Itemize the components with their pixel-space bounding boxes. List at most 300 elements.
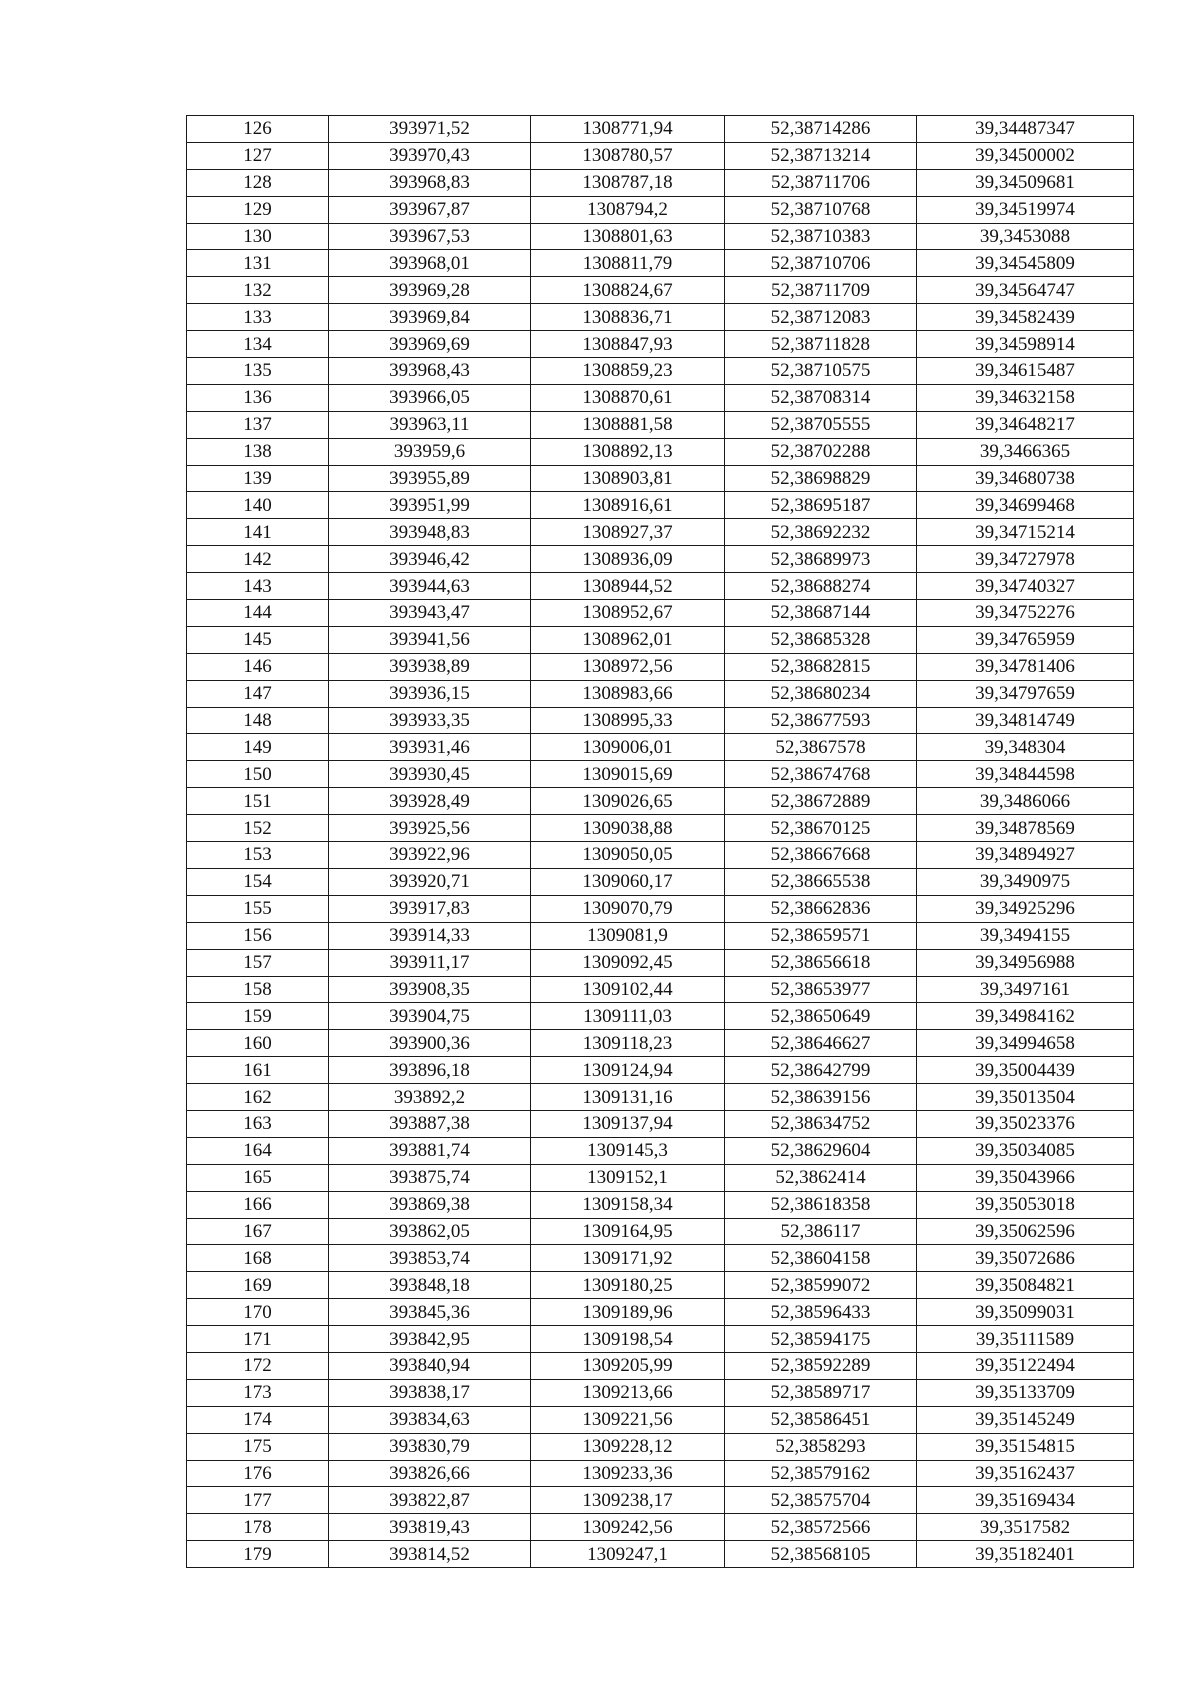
longitude-cell: 39,35004439	[917, 1057, 1134, 1084]
table-row	[187, 384, 1134, 411]
point-number-cell: 177	[187, 1487, 329, 1514]
x-coordinate-cell: 393862,05	[329, 1218, 531, 1245]
point-number-cell: 163	[187, 1110, 329, 1137]
y-coordinate-cell: 1308927,37	[531, 519, 725, 546]
point-number-cell: 127	[187, 142, 329, 169]
y-coordinate-cell: 1309205,99	[531, 1352, 725, 1379]
table-row	[187, 250, 1134, 277]
y-coordinate-cell: 1309198,54	[531, 1326, 725, 1353]
y-coordinate-cell: 1309118,23	[531, 1030, 725, 1057]
latitude-cell: 52,38634752	[725, 1110, 917, 1137]
latitude-cell: 52,38708314	[725, 384, 917, 411]
longitude-cell: 39,35072686	[917, 1245, 1134, 1272]
x-coordinate-cell: 393969,28	[329, 277, 531, 304]
table-row	[187, 331, 1134, 358]
y-coordinate-cell: 1309015,69	[531, 761, 725, 788]
y-coordinate-cell: 1308870,61	[531, 384, 725, 411]
point-number-cell: 144	[187, 600, 329, 627]
y-coordinate-cell: 1308836,71	[531, 304, 725, 331]
y-coordinate-cell: 1309092,45	[531, 949, 725, 976]
point-number-cell: 154	[187, 868, 329, 895]
longitude-cell: 39,35034085	[917, 1137, 1134, 1164]
longitude-cell: 39,34765959	[917, 626, 1134, 653]
point-number-cell: 128	[187, 169, 329, 196]
latitude-cell: 52,38662836	[725, 895, 917, 922]
x-coordinate-cell: 393838,17	[329, 1379, 531, 1406]
longitude-cell: 39,34545809	[917, 250, 1134, 277]
latitude-cell: 52,38710706	[725, 250, 917, 277]
x-coordinate-cell: 393936,15	[329, 680, 531, 707]
point-number-cell: 126	[187, 116, 329, 143]
x-coordinate-cell: 393959,6	[329, 438, 531, 465]
y-coordinate-cell: 1308771,94	[531, 116, 725, 143]
y-coordinate-cell: 1308881,58	[531, 411, 725, 438]
latitude-cell: 52,38568105	[725, 1541, 917, 1568]
x-coordinate-cell: 393911,17	[329, 949, 531, 976]
y-coordinate-cell: 1309038,88	[531, 815, 725, 842]
table-row	[187, 1245, 1134, 1272]
latitude-cell: 52,38667668	[725, 842, 917, 869]
latitude-cell: 52,38674768	[725, 761, 917, 788]
longitude-cell: 39,34487347	[917, 116, 1134, 143]
latitude-cell: 52,38599072	[725, 1272, 917, 1299]
y-coordinate-cell: 1309180,25	[531, 1272, 725, 1299]
y-coordinate-cell: 1308787,18	[531, 169, 725, 196]
y-coordinate-cell: 1308794,2	[531, 196, 725, 223]
longitude-cell: 39,34715214	[917, 519, 1134, 546]
table-row	[187, 1326, 1134, 1353]
longitude-cell: 39,3486066	[917, 788, 1134, 815]
point-number-cell: 161	[187, 1057, 329, 1084]
table-row	[187, 1514, 1134, 1541]
x-coordinate-cell: 393834,63	[329, 1406, 531, 1433]
longitude-cell: 39,34878569	[917, 815, 1134, 842]
longitude-cell: 39,34648217	[917, 411, 1134, 438]
longitude-cell: 39,35062596	[917, 1218, 1134, 1245]
y-coordinate-cell: 1309158,34	[531, 1191, 725, 1218]
latitude-cell: 52,38711709	[725, 277, 917, 304]
table-row	[187, 169, 1134, 196]
point-number-cell: 176	[187, 1460, 329, 1487]
y-coordinate-cell: 1308801,63	[531, 223, 725, 250]
y-coordinate-cell: 1309081,9	[531, 922, 725, 949]
y-coordinate-cell: 1308936,09	[531, 546, 725, 573]
x-coordinate-cell: 393914,33	[329, 922, 531, 949]
latitude-cell: 52,38680234	[725, 680, 917, 707]
longitude-cell: 39,35154815	[917, 1433, 1134, 1460]
x-coordinate-cell: 393969,84	[329, 304, 531, 331]
table-row	[187, 1003, 1134, 1030]
longitude-cell: 39,3517582	[917, 1514, 1134, 1541]
y-coordinate-cell: 1309213,66	[531, 1379, 725, 1406]
table-row	[187, 304, 1134, 331]
latitude-cell: 52,38705555	[725, 411, 917, 438]
table-row	[187, 734, 1134, 761]
point-number-cell: 171	[187, 1326, 329, 1353]
point-number-cell: 168	[187, 1245, 329, 1272]
latitude-cell: 52,38592289	[725, 1352, 917, 1379]
y-coordinate-cell: 1309131,16	[531, 1084, 725, 1111]
y-coordinate-cell: 1309111,03	[531, 1003, 725, 1030]
point-number-cell: 139	[187, 465, 329, 492]
longitude-cell: 39,34797659	[917, 680, 1134, 707]
x-coordinate-cell: 393875,74	[329, 1164, 531, 1191]
point-number-cell: 166	[187, 1191, 329, 1218]
latitude-cell: 52,38688274	[725, 573, 917, 600]
table-row	[187, 1487, 1134, 1514]
table-row	[187, 1218, 1134, 1245]
y-coordinate-cell: 1309050,05	[531, 842, 725, 869]
point-number-cell: 138	[187, 438, 329, 465]
latitude-cell: 52,38698829	[725, 465, 917, 492]
table-row	[187, 411, 1134, 438]
y-coordinate-cell: 1308995,33	[531, 707, 725, 734]
x-coordinate-cell: 393941,56	[329, 626, 531, 653]
y-coordinate-cell: 1308859,23	[531, 358, 725, 385]
latitude-cell: 52,38689973	[725, 546, 917, 573]
x-coordinate-cell: 393944,63	[329, 573, 531, 600]
latitude-cell: 52,38710383	[725, 223, 917, 250]
longitude-cell: 39,35182401	[917, 1541, 1134, 1568]
point-number-cell: 162	[187, 1084, 329, 1111]
table-row	[187, 1352, 1134, 1379]
latitude-cell: 52,38642799	[725, 1057, 917, 1084]
x-coordinate-cell: 393840,94	[329, 1352, 531, 1379]
latitude-cell: 52,38682815	[725, 653, 917, 680]
x-coordinate-cell: 393928,49	[329, 788, 531, 815]
latitude-cell: 52,38639156	[725, 1084, 917, 1111]
point-number-cell: 160	[187, 1030, 329, 1057]
longitude-cell: 39,34752276	[917, 600, 1134, 627]
table-row	[187, 196, 1134, 223]
longitude-cell: 39,3490975	[917, 868, 1134, 895]
point-number-cell: 130	[187, 223, 329, 250]
point-number-cell: 155	[187, 895, 329, 922]
table-row	[187, 1084, 1134, 1111]
table-row	[187, 707, 1134, 734]
coordinates-table	[186, 115, 1134, 1568]
x-coordinate-cell: 393971,52	[329, 116, 531, 143]
longitude-cell: 39,35122494	[917, 1352, 1134, 1379]
longitude-cell: 39,34984162	[917, 1003, 1134, 1030]
y-coordinate-cell: 1309171,92	[531, 1245, 725, 1272]
latitude-cell: 52,38713214	[725, 142, 917, 169]
x-coordinate-cell: 393969,69	[329, 331, 531, 358]
longitude-cell: 39,35145249	[917, 1406, 1134, 1433]
longitude-cell: 39,35043966	[917, 1164, 1134, 1191]
latitude-cell: 52,38692232	[725, 519, 917, 546]
y-coordinate-cell: 1309026,65	[531, 788, 725, 815]
y-coordinate-cell: 1308892,13	[531, 438, 725, 465]
table-row	[187, 358, 1134, 385]
latitude-cell: 52,38712083	[725, 304, 917, 331]
latitude-cell: 52,386117	[725, 1218, 917, 1245]
point-number-cell: 142	[187, 546, 329, 573]
x-coordinate-cell: 393966,05	[329, 384, 531, 411]
x-coordinate-cell: 393933,35	[329, 707, 531, 734]
table-row	[187, 653, 1134, 680]
table-row	[187, 1057, 1134, 1084]
latitude-cell: 52,38702288	[725, 438, 917, 465]
table-row	[187, 1541, 1134, 1568]
y-coordinate-cell: 1309164,95	[531, 1218, 725, 1245]
point-number-cell: 129	[187, 196, 329, 223]
latitude-cell: 52,38685328	[725, 626, 917, 653]
longitude-cell: 39,34615487	[917, 358, 1134, 385]
longitude-cell: 39,3453088	[917, 223, 1134, 250]
latitude-cell: 52,38586451	[725, 1406, 917, 1433]
y-coordinate-cell: 1308780,57	[531, 142, 725, 169]
table-row	[187, 1164, 1134, 1191]
x-coordinate-cell: 393908,35	[329, 976, 531, 1003]
table-row	[187, 1460, 1134, 1487]
x-coordinate-cell: 393904,75	[329, 1003, 531, 1030]
longitude-cell: 39,348304	[917, 734, 1134, 761]
y-coordinate-cell: 1309238,17	[531, 1487, 725, 1514]
latitude-cell: 52,38665538	[725, 868, 917, 895]
y-coordinate-cell: 1309102,44	[531, 976, 725, 1003]
longitude-cell: 39,34740327	[917, 573, 1134, 600]
x-coordinate-cell: 393968,43	[329, 358, 531, 385]
latitude-cell: 52,38646627	[725, 1030, 917, 1057]
y-coordinate-cell: 1308811,79	[531, 250, 725, 277]
longitude-cell: 39,35084821	[917, 1272, 1134, 1299]
longitude-cell: 39,35053018	[917, 1191, 1134, 1218]
y-coordinate-cell: 1309242,56	[531, 1514, 725, 1541]
table-row	[187, 1272, 1134, 1299]
y-coordinate-cell: 1308916,61	[531, 492, 725, 519]
point-number-cell: 137	[187, 411, 329, 438]
longitude-cell: 39,35023376	[917, 1110, 1134, 1137]
point-number-cell: 132	[187, 277, 329, 304]
longitude-cell: 39,34509681	[917, 169, 1134, 196]
y-coordinate-cell: 1309228,12	[531, 1433, 725, 1460]
point-number-cell: 133	[187, 304, 329, 331]
longitude-cell: 39,35162437	[917, 1460, 1134, 1487]
point-number-cell: 148	[187, 707, 329, 734]
y-coordinate-cell: 1308983,66	[531, 680, 725, 707]
latitude-cell: 52,38672889	[725, 788, 917, 815]
longitude-cell: 39,35099031	[917, 1299, 1134, 1326]
table-row	[187, 546, 1134, 573]
table-row	[187, 626, 1134, 653]
point-number-cell: 143	[187, 573, 329, 600]
x-coordinate-cell: 393848,18	[329, 1272, 531, 1299]
latitude-cell: 52,38629604	[725, 1137, 917, 1164]
longitude-cell: 39,3466365	[917, 438, 1134, 465]
table-row	[187, 761, 1134, 788]
y-coordinate-cell: 1309006,01	[531, 734, 725, 761]
point-number-cell: 145	[187, 626, 329, 653]
x-coordinate-cell: 393869,38	[329, 1191, 531, 1218]
latitude-cell: 52,38670125	[725, 815, 917, 842]
latitude-cell: 52,38589717	[725, 1379, 917, 1406]
y-coordinate-cell: 1309060,17	[531, 868, 725, 895]
table-row	[187, 1191, 1134, 1218]
x-coordinate-cell: 393930,45	[329, 761, 531, 788]
table-row	[187, 895, 1134, 922]
longitude-cell: 39,34632158	[917, 384, 1134, 411]
longitude-cell: 39,34781406	[917, 653, 1134, 680]
latitude-cell: 52,38711706	[725, 169, 917, 196]
y-coordinate-cell: 1309221,56	[531, 1406, 725, 1433]
point-number-cell: 146	[187, 653, 329, 680]
table-row	[187, 277, 1134, 304]
longitude-cell: 39,34956988	[917, 949, 1134, 976]
x-coordinate-cell: 393881,74	[329, 1137, 531, 1164]
y-coordinate-cell: 1308824,67	[531, 277, 725, 304]
latitude-cell: 52,38653977	[725, 976, 917, 1003]
point-number-cell: 173	[187, 1379, 329, 1406]
x-coordinate-cell: 393938,89	[329, 653, 531, 680]
table-row	[187, 1110, 1134, 1137]
x-coordinate-cell: 393925,56	[329, 815, 531, 842]
y-coordinate-cell: 1309189,96	[531, 1299, 725, 1326]
table-row	[187, 465, 1134, 492]
longitude-cell: 39,3494155	[917, 922, 1134, 949]
y-coordinate-cell: 1308903,81	[531, 465, 725, 492]
longitude-cell: 39,34727978	[917, 546, 1134, 573]
y-coordinate-cell: 1308972,56	[531, 653, 725, 680]
table-row	[187, 922, 1134, 949]
point-number-cell: 149	[187, 734, 329, 761]
table-row	[187, 492, 1134, 519]
longitude-cell: 39,35133709	[917, 1379, 1134, 1406]
x-coordinate-cell: 393845,36	[329, 1299, 531, 1326]
latitude-cell: 52,38710768	[725, 196, 917, 223]
latitude-cell: 52,38656618	[725, 949, 917, 976]
x-coordinate-cell: 393922,96	[329, 842, 531, 869]
table-row	[187, 519, 1134, 546]
y-coordinate-cell: 1308944,52	[531, 573, 725, 600]
y-coordinate-cell: 1309145,3	[531, 1137, 725, 1164]
longitude-cell: 39,34925296	[917, 895, 1134, 922]
point-number-cell: 179	[187, 1541, 329, 1568]
x-coordinate-cell: 393967,87	[329, 196, 531, 223]
point-number-cell: 172	[187, 1352, 329, 1379]
y-coordinate-cell: 1308962,01	[531, 626, 725, 653]
table-row	[187, 788, 1134, 815]
x-coordinate-cell: 393943,47	[329, 600, 531, 627]
longitude-cell: 39,34598914	[917, 331, 1134, 358]
x-coordinate-cell: 393900,36	[329, 1030, 531, 1057]
longitude-cell: 39,34894927	[917, 842, 1134, 869]
latitude-cell: 52,3858293	[725, 1433, 917, 1460]
longitude-cell: 39,35013504	[917, 1084, 1134, 1111]
table-row	[187, 842, 1134, 869]
x-coordinate-cell: 393896,18	[329, 1057, 531, 1084]
latitude-cell: 52,38650649	[725, 1003, 917, 1030]
point-number-cell: 153	[187, 842, 329, 869]
point-number-cell: 135	[187, 358, 329, 385]
x-coordinate-cell: 393917,83	[329, 895, 531, 922]
point-number-cell: 134	[187, 331, 329, 358]
x-coordinate-cell: 393963,11	[329, 411, 531, 438]
longitude-cell: 39,34582439	[917, 304, 1134, 331]
point-number-cell: 156	[187, 922, 329, 949]
latitude-cell: 52,38677593	[725, 707, 917, 734]
point-number-cell: 141	[187, 519, 329, 546]
table-row	[187, 1137, 1134, 1164]
point-number-cell: 147	[187, 680, 329, 707]
y-coordinate-cell: 1308847,93	[531, 331, 725, 358]
point-number-cell: 131	[187, 250, 329, 277]
point-number-cell: 159	[187, 1003, 329, 1030]
latitude-cell: 52,38575704	[725, 1487, 917, 1514]
table-row	[187, 680, 1134, 707]
table-row	[187, 868, 1134, 895]
table-row	[187, 142, 1134, 169]
y-coordinate-cell: 1309124,94	[531, 1057, 725, 1084]
latitude-cell: 52,38572566	[725, 1514, 917, 1541]
latitude-cell: 52,38594175	[725, 1326, 917, 1353]
latitude-cell: 52,38596433	[725, 1299, 917, 1326]
longitude-cell: 39,35169434	[917, 1487, 1134, 1514]
longitude-cell: 39,34814749	[917, 707, 1134, 734]
latitude-cell: 52,38695187	[725, 492, 917, 519]
x-coordinate-cell: 393830,79	[329, 1433, 531, 1460]
y-coordinate-cell: 1308952,67	[531, 600, 725, 627]
x-coordinate-cell: 393951,99	[329, 492, 531, 519]
point-number-cell: 175	[187, 1433, 329, 1460]
latitude-cell: 52,38618358	[725, 1191, 917, 1218]
latitude-cell: 52,3862414	[725, 1164, 917, 1191]
x-coordinate-cell: 393822,87	[329, 1487, 531, 1514]
x-coordinate-cell: 393887,38	[329, 1110, 531, 1137]
longitude-cell: 39,34994658	[917, 1030, 1134, 1057]
y-coordinate-cell: 1309137,94	[531, 1110, 725, 1137]
coordinates-table-body	[187, 116, 1134, 1568]
x-coordinate-cell: 393968,01	[329, 250, 531, 277]
point-number-cell: 170	[187, 1299, 329, 1326]
point-number-cell: 140	[187, 492, 329, 519]
x-coordinate-cell: 393948,83	[329, 519, 531, 546]
table-row	[187, 976, 1134, 1003]
x-coordinate-cell: 393842,95	[329, 1326, 531, 1353]
x-coordinate-cell: 393946,42	[329, 546, 531, 573]
table-row	[187, 1433, 1134, 1460]
longitude-cell: 39,35111589	[917, 1326, 1134, 1353]
latitude-cell: 52,38710575	[725, 358, 917, 385]
longitude-cell: 39,34500002	[917, 142, 1134, 169]
table-row	[187, 1379, 1134, 1406]
x-coordinate-cell: 393853,74	[329, 1245, 531, 1272]
table-row	[187, 573, 1134, 600]
longitude-cell: 39,34519974	[917, 196, 1134, 223]
x-coordinate-cell: 393892,2	[329, 1084, 531, 1111]
x-coordinate-cell: 393967,53	[329, 223, 531, 250]
point-number-cell: 165	[187, 1164, 329, 1191]
latitude-cell: 52,38659571	[725, 922, 917, 949]
x-coordinate-cell: 393968,83	[329, 169, 531, 196]
latitude-cell: 52,38714286	[725, 116, 917, 143]
point-number-cell: 157	[187, 949, 329, 976]
point-number-cell: 167	[187, 1218, 329, 1245]
x-coordinate-cell: 393955,89	[329, 465, 531, 492]
point-number-cell: 169	[187, 1272, 329, 1299]
y-coordinate-cell: 1309247,1	[531, 1541, 725, 1568]
point-number-cell: 152	[187, 815, 329, 842]
table-row	[187, 223, 1134, 250]
table-row	[187, 438, 1134, 465]
table-row	[187, 600, 1134, 627]
point-number-cell: 136	[187, 384, 329, 411]
x-coordinate-cell: 393920,71	[329, 868, 531, 895]
table-row	[187, 1030, 1134, 1057]
y-coordinate-cell: 1309070,79	[531, 895, 725, 922]
table-row	[187, 949, 1134, 976]
point-number-cell: 150	[187, 761, 329, 788]
